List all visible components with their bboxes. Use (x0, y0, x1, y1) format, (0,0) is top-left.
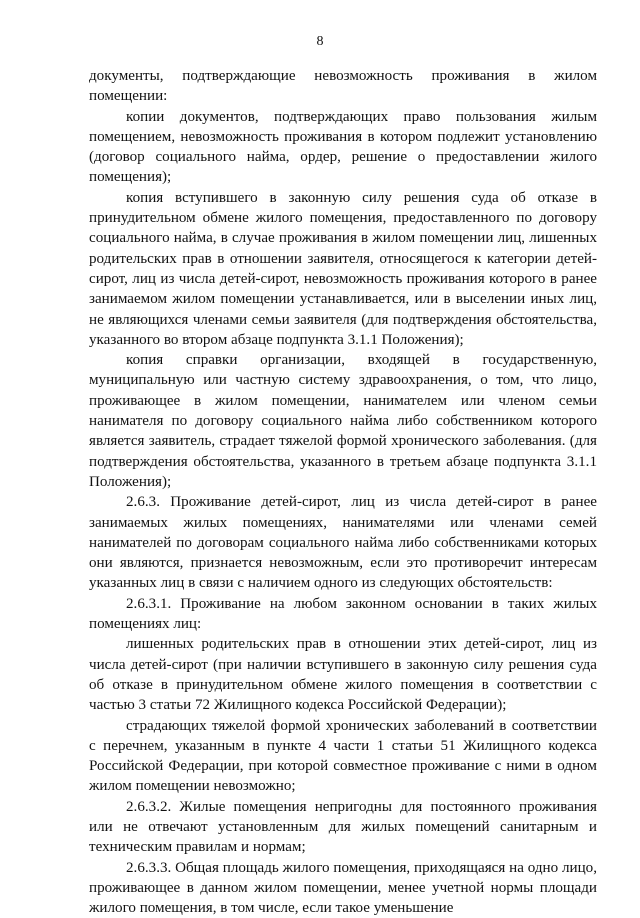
paragraph-6: 2.6.3.1. Проживание на любом законном основании в таких жилых помещениях лиц: (89, 595, 597, 633)
paragraph-2: копии документов, подтверждающих право пользования жилым помещением, невозможность проживания в котором подлежит установлению (договор социального найма, ордер, решение о предоставлении жилого помещения); (89, 108, 597, 186)
paragraph-7: лишенных родительских прав в отношении этих детей-сирот, лиц из числа детей-сирот (при наличии вступившего в законную силу решения суда об отказе в принудительном обмене жилого помещения в соответствии с частью 3 статьи 72 Жилищного кодекса Российской Федерации); (89, 636, 597, 714)
document-body (89, 66, 597, 918)
page-number: 8 (316, 34, 324, 49)
paragraph-8: страдающих тяжелой формой хронических заболеваний в соответствии с перечнем, указанным в пункте 4 части 1 статьи 51 Жилищного кодекса Российской Федерации, при которой совместное проживание с ними в одном жилом помещении невозможно; (89, 717, 597, 795)
paragraph-1: документы, подтверждающие невозможность проживания в жилом помещении: (89, 68, 597, 105)
paragraph-10: 2.6.3.3. Общая площадь жилого помещения, приходящаяся на одно лицо, проживающее в данном жилом помещении, менее учетной нормы площади жилого помещения, в том числе, если такое уменьшение (89, 859, 597, 917)
paragraph-3: копия вступившего в законную силу решения суда об отказе в принудительном обмене жилого помещения, предоставленного по договору социального найма, в случае проживания в жилом помещении лиц, лишенных родительских прав в отношении заявителя, относящегося к категории детей-сирот, лиц из числа детей-сирот, невозможность проживания которого в ранее занимаемом жилом помещении устанавливается, или в выселении иных лиц, не являющихся членами семьи заявителя (для подтверждения обстоятельства, указанного во втором абзаце подпункта 3.1.1 Положения); (89, 189, 597, 348)
paragraph-5: 2.6.3. Проживание детей-сирот, лиц из числа детей-сирот в ранее занимаемых жилых помещениях, нанимателями или членами семей нанимателей по договорам социального найма либо собственниками которых они являются, признается невозможным, если это противоречит интересам указанных лиц в связи с наличием одного из следующих обстоятельств: (89, 494, 597, 592)
paragraph-9: 2.6.3.2. Жилые помещения непригодны для постоянного проживания или не отвечают установленным для жилых помещений санитарным и техническим правилам и нормам; (89, 798, 597, 856)
paragraph-4: копия справки организации, входящей в государственную, муниципальную или частную систему здравоохранения, о том, что лицо, проживающее в жилом помещении, нанимателем или членом семьи нанимателя по договору социального найма либо собственником которого является заявитель, страдает тяжелой формой хронического заболевания. (для подтверждения обстоятельства, указанного в третьем абзаце подпункта 3.1.1 Положения); (89, 352, 597, 490)
